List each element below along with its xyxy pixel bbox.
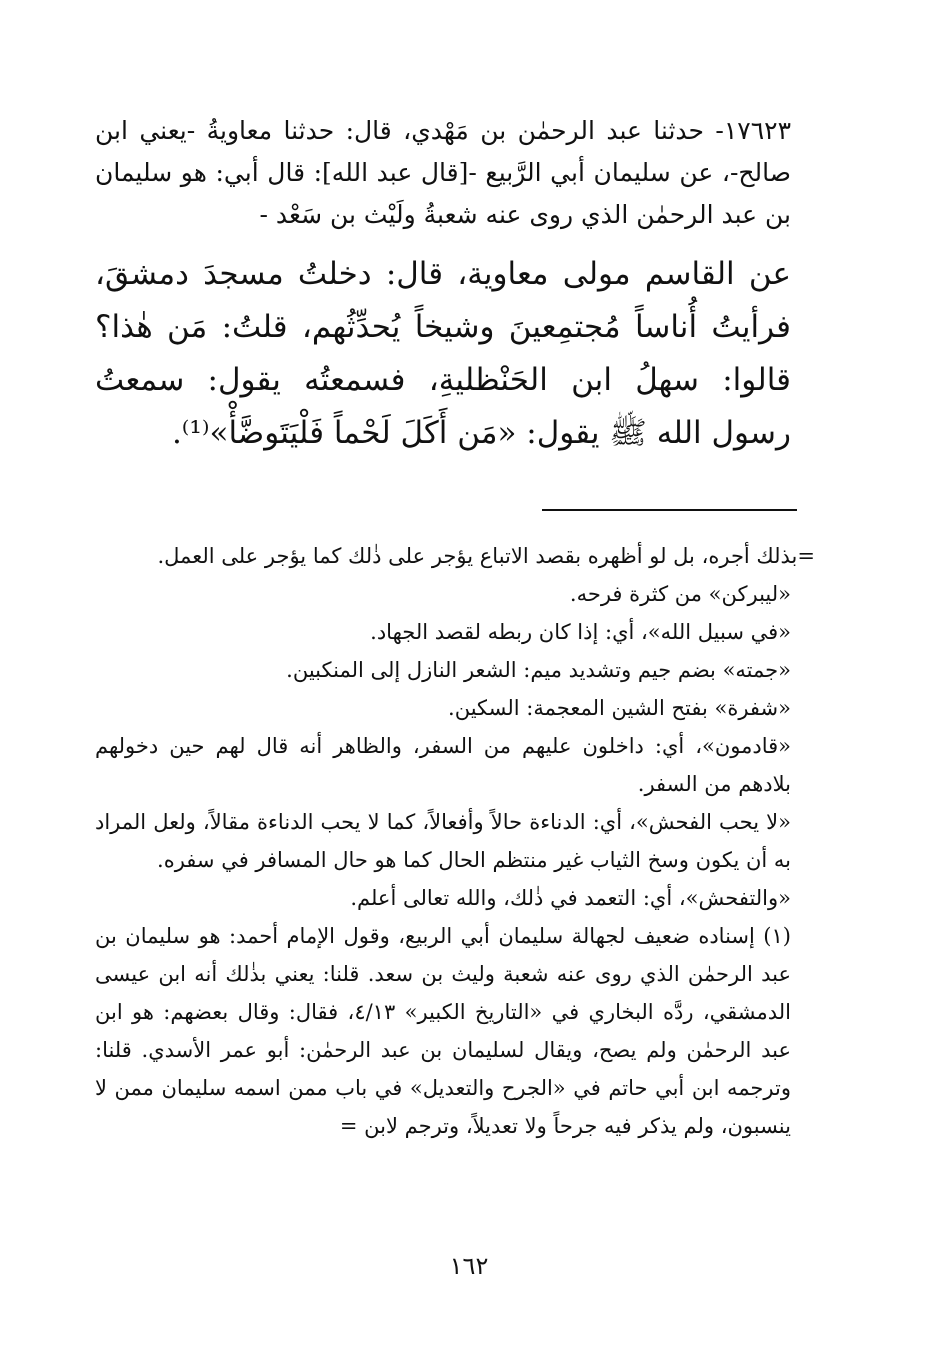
page-number: ١٦٢	[449, 1252, 489, 1280]
footnote-line: «والتفحش»، أي: التعمد في ذٰلك، والله تعالى أعلم.	[350, 886, 791, 910]
footnote-line: «جمته» بضم جيم وتشديد ميم: الشعر النازل إلى المنكبين.	[286, 658, 791, 682]
footnote-line: «ليبركن» من كثرة فرحه.	[569, 582, 791, 606]
main-text	[95, 110, 815, 460]
footnote-line: «شفرة» بفتح الشين المعجمة: السكين.	[448, 696, 791, 720]
footnote-line: «لا يحب الفحش»، أي: الدناءة حالاً وأفعالاً، كما لا يحب الدناءة مقالاً، ولعل المراد به أن يكون وسخ الثياب غير منتظم الحال كما هو حال المسافر في سفره.	[95, 810, 791, 872]
hadith-intro: ١٧٦٢٣- حدثنا عبد الرحمٰن بن مَهْدي، قال: حدثنا معاويةُ -يعني ابن صالح-، عن سليمان أبي الرَّبيع -[قال عبد الله]: قال أبي: هو سليمان بن عبد الرحمٰن الذي روى عنه شعبةُ ولَيْث بن سَعْد -	[95, 116, 791, 229]
footnotes	[95, 537, 815, 1145]
footnote-line: «في سبيل الله»، أي: إذا كان ربطه لقصد الجهاد.	[370, 620, 791, 644]
footnote-line: =بذلك أجره، بل لو أظهره بقصد الاتباع يؤجر على ذٰلك كما يؤجر على العمل.	[157, 544, 815, 568]
footnote-line: «قادمون»، أي: داخلون عليهم من السفر، والظاهر أنه قال لهم حين دخولهم بلادهم من السفر.	[95, 734, 791, 796]
hadith-body: عن القاسم مولى معاوية، قال: دخلتُ مسجدَ دمشقَ، فرأيتُ أُناساً مُجتمِعينَ وشيخاً يُحدِّثُهم، قلتُ: مَن هٰذا؟ قالوا: سهلُ ابن الحَنْظليةِ، فسمعتُه يقول: سمعتُ رسول الله ﷺ يقول: «مَن أَكَلَ لَحْماً فَلْيَتَوضَّأْ»⁽¹⁾.	[95, 256, 792, 451]
footnote-separator	[542, 509, 797, 511]
footnote-line: (١) إسناده ضعيف لجهالة سليمان أبي الربيع، وقول الإمام أحمد: هو سليمان بن عبد الرحمٰن الذي روى عنه شعبة وليث بن سعد. قلنا: يعني بذٰلك أنه ابن عيسى الدمشقي، ردَّه البخاري في «التاريخ الكبير» ٤/١٣، فقال: وقال بعضهم: هو ابن عبد الرحمٰن ولم يصح، ويقال لسليمان بن عبد الرحمٰن: أبو عمر الأسدي. قلنا: وترجمه ابن أبي حاتم في «الجرح والتعديل» في باب ممن اسمه سليمان ممن لا ينسبون، ولم يذكر فيه جرحاً ولا تعديلاً، وترجم لابن =	[95, 924, 791, 1138]
